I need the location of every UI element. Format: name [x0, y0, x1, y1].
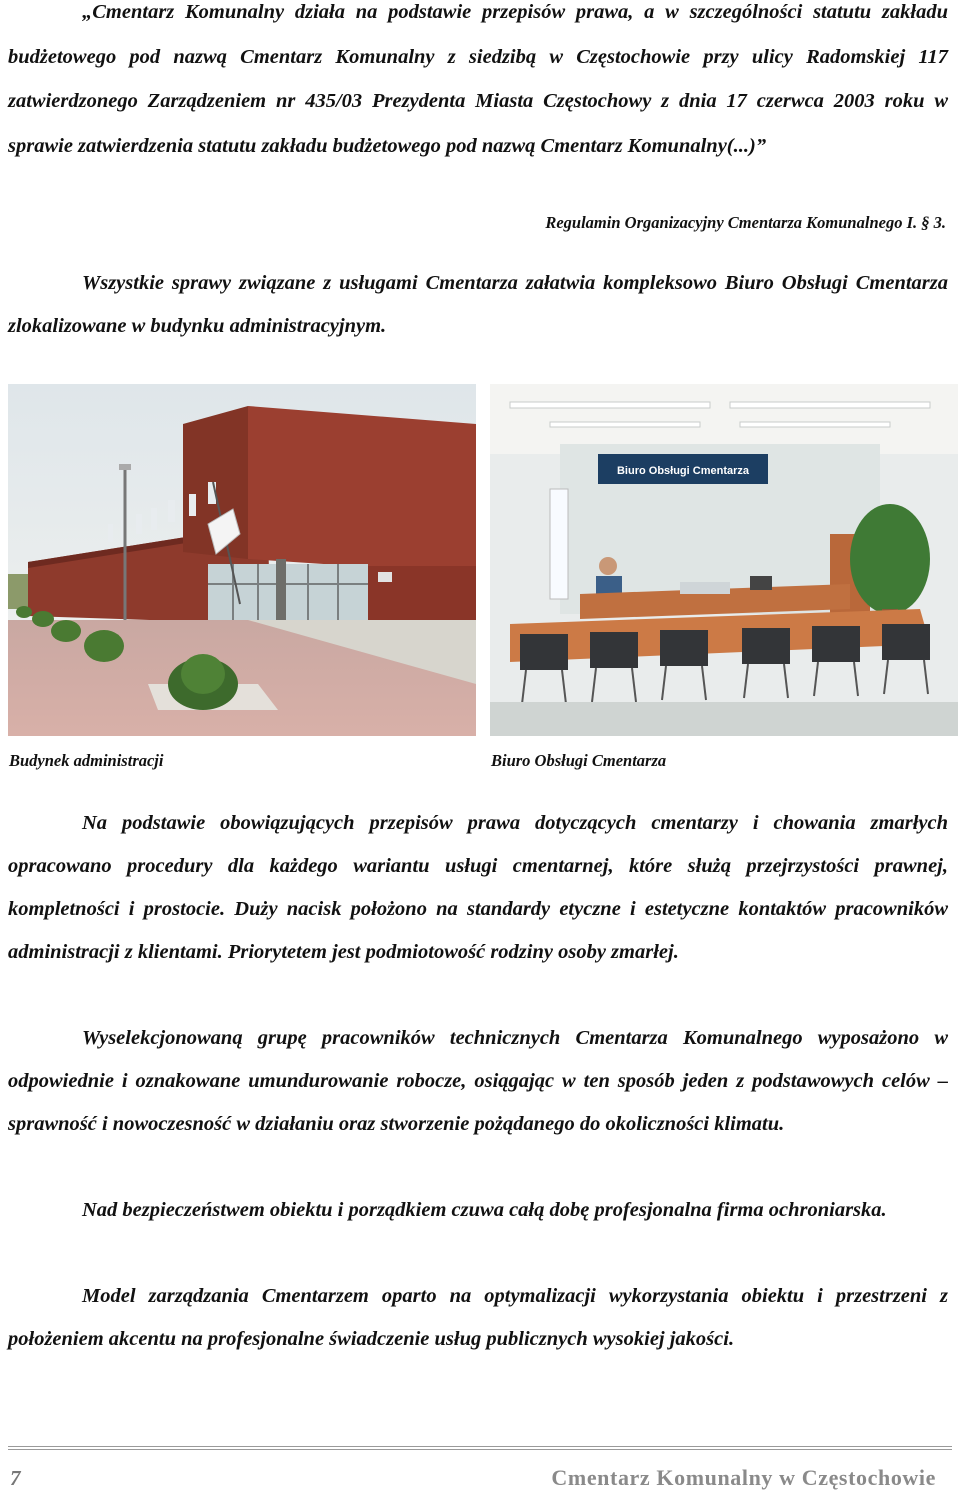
page-number: 7 [10, 1466, 21, 1490]
office-caption: Biuro Obsługi Cmentarza [491, 751, 667, 770]
cemetery-office-photo [490, 384, 958, 736]
model-paragraph: Model zarządzania Cmentarzem oparto na optymalizacji wykorzystania obiektu i przestrzeni z położeniem akcentu na profesjonalne świadczenie usług publicznych wysokiej jakości. [8, 1285, 948, 1350]
office-sign-text: Biuro Obsługi Cmentarza [616, 465, 750, 477]
administration-building-photo [8, 384, 476, 736]
quote-source: Regulamin Organizacyjny Cmentarza Komunalnego I. § 3. [545, 213, 946, 232]
office-paragraph: Wszystkie sprawy związane z usługami Cmentarza załatwia kompleksowo Biuro Obsługi Cmentarza zlokalizowane w budynku administracyjnym. [8, 272, 948, 337]
procedures-paragraph: Na podstawie obowiązujących przepisów prawa dotyczących cmentarzy i chowania zmarłych opracowano procedury dla każdego wariantu usługi cmentarnej, które służą przejrzystości prawnej, kompletności i prostocie. Duży nacisk położono na standardy etyczne i estetyczne kontaktów pracowników administracji z klientami. Priorytetem jest podmiotowość rodziny osoby zmarłej. [8, 812, 948, 963]
footer-divider [8, 1446, 952, 1447]
security-paragraph: Nad bezpieczeństwem obiektu i porządkiem czuwa całą dobę profesjonalna firma ochroniarska. [82, 1199, 887, 1221]
building-caption: Budynek administracji [9, 751, 164, 770]
footer-title: Cmentarz Komunalny w Częstochowie [551, 1465, 936, 1490]
staff-paragraph: Wyselekcjonowaną grupę pracowników technicznych Cmentarza Komunalnego wyposażono w odpowiednie i oznakowane umundurowanie robocze, osiągając w ten sposób jeden z podstawowych celów – sprawność i nowoczesność w działaniu oraz stworzenie pożądanego do okoliczności klimatu. [8, 1027, 948, 1135]
quote-paragraph: „Cmentarz Komunalny działa na podstawie przepisów prawa, a w szczególności statutu zakładu budżetowego pod nazwą Cmentarz Komunalny z siedzibą w Częstochowie przy ulicy Radomskiej 117 zatwierdzonego Zarządzeniem nr 435/03 Prezydenta Miasta Częstochowy z dnia 17 czerwca 2003 roku w sprawie zatwierdzenia statutu zakładu budżetowego pod nazwą Cmentarz Komunalny(...)” [8, 1, 948, 157]
footer-divider-secondary [8, 1449, 952, 1450]
